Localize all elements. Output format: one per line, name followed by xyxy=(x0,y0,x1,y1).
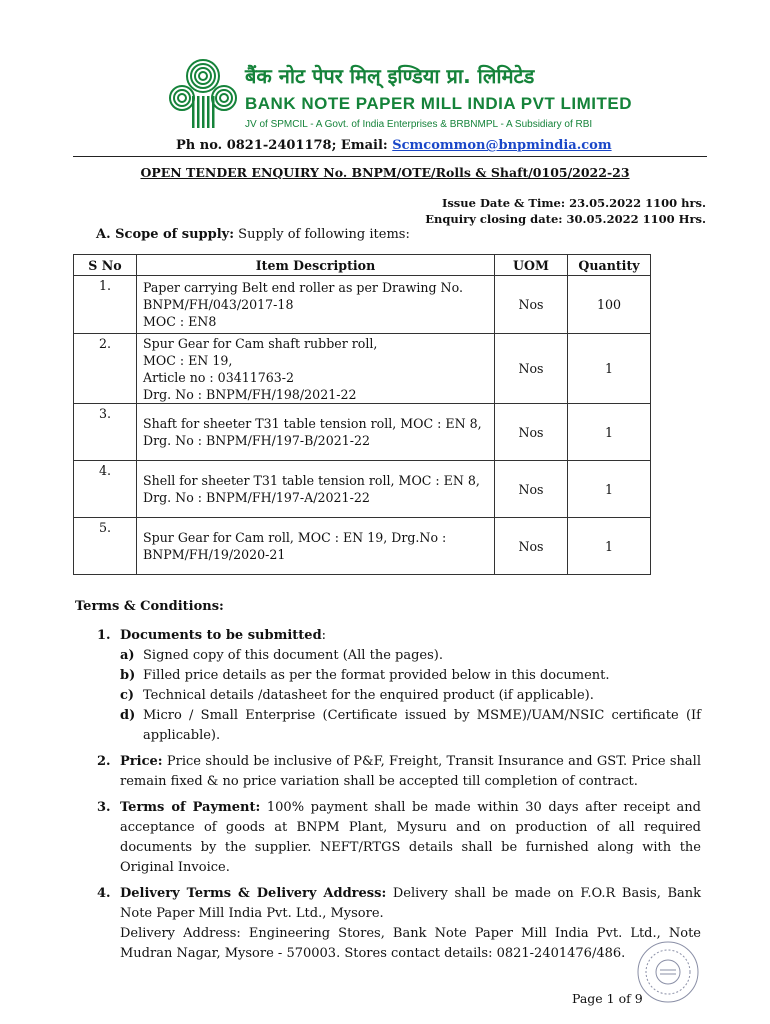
issue-dates xyxy=(425,195,706,227)
row-quantity: 1 xyxy=(568,404,651,461)
desc-line: Shaft for sheeter T31 table tension roll, MOC : EN 8, xyxy=(143,416,482,431)
row-description xyxy=(137,518,495,575)
table-row xyxy=(74,518,651,575)
term-text: Delivery shall be made on F.O.R Basis, Bank Note Paper Mill India Pvt. Ltd., Mysore. xyxy=(120,886,701,921)
table-row xyxy=(74,276,651,334)
row-quantity: 1 xyxy=(568,461,651,518)
table-row xyxy=(74,404,651,461)
scope-label: A. Scope of supply: xyxy=(96,227,235,242)
list-item xyxy=(120,666,701,686)
row-description xyxy=(137,404,495,461)
row-description xyxy=(137,461,495,518)
table-row xyxy=(74,461,651,518)
list-item xyxy=(120,646,701,666)
row-description xyxy=(137,334,495,404)
row-sno: 2. xyxy=(74,334,137,404)
page-number: Page 1 of 9 xyxy=(572,991,643,1006)
email-link[interactable]: Scmcommon@bnpmindia.com xyxy=(392,138,612,153)
row-uom: Nos xyxy=(495,334,568,404)
desc-line: Article no : 03411763-2 xyxy=(143,369,295,385)
list-item xyxy=(120,706,701,746)
term-text: 100% payment shall be made within 30 days after receipt and acceptance of goods at BNPM Plant, Mysuru and on production of all required documents by the supplier. NEFT/RTGS details shall be furnished along with the Original Invoice. xyxy=(120,800,701,875)
row-uom: Nos xyxy=(495,518,568,575)
bnpm-logo-icon xyxy=(168,58,238,130)
row-sno: 1. xyxy=(74,276,137,334)
col-header-sno: S No xyxy=(74,255,137,276)
desc-line: MOC : EN8 xyxy=(143,314,217,329)
desc-line: Drg. No : BNPM/FH/197-A/2021-22 xyxy=(143,490,370,505)
table-header-row xyxy=(74,255,651,276)
official-stamp-icon xyxy=(636,940,700,1004)
company-name-english: BANK NOTE PAPER MILL INDIA PVT LIMITED xyxy=(245,94,633,113)
item-letter: d) xyxy=(120,708,136,723)
row-sno: 4. xyxy=(74,461,137,518)
term-number: 1. xyxy=(97,628,111,643)
term-documents xyxy=(97,626,701,746)
desc-line: BNPM/FH/043/2017-18 xyxy=(143,297,294,312)
term-number: 4. xyxy=(97,886,111,901)
desc-line: Drg. No : BNPM/FH/198/2021-22 xyxy=(143,386,357,402)
col-header-uom: UOM xyxy=(495,255,568,276)
contact-line xyxy=(176,138,612,153)
row-uom: Nos xyxy=(495,404,568,461)
col-header-quantity: Quantity xyxy=(568,255,651,276)
closing-date: Enquiry closing date: 30.05.2022 1100 Hrs. xyxy=(425,212,706,226)
terms-heading: Terms & Conditions: xyxy=(75,599,224,614)
phone-label: Ph no. 0821-2401178; Email: xyxy=(176,138,393,153)
row-quantity: 1 xyxy=(568,334,651,404)
issue-date: Issue Date & Time: 23.05.2022 1100 hrs. xyxy=(441,196,706,210)
jv-subtitle: JV of SPMCIL - A Govt. of India Enterprises & BRBNMPL - A Subsidiary of RBI xyxy=(245,119,593,130)
row-quantity: 100 xyxy=(568,276,651,334)
row-uom: Nos xyxy=(495,461,568,518)
item-letter: b) xyxy=(120,668,136,683)
row-description xyxy=(137,276,495,334)
table-row xyxy=(74,334,651,404)
scope-of-supply xyxy=(96,227,410,242)
desc-line: Drg. No : BNPM/FH/197-B/2021-22 xyxy=(143,433,371,448)
company-name-hindi: बैंक नोट पेपर मिल् इण्डिया प्रा. लिमिटेड xyxy=(245,64,535,88)
term-text: Price should be inclusive of P&F, Freight, Transit Insurance and GST. Price shall remain fixed & no price variation shall be accepted till completion of contract. xyxy=(120,754,701,789)
tender-title: OPEN TENDER ENQUIRY No. BNPM/OTE/Rolls & Shaft/0105/2022-23 xyxy=(140,165,630,180)
term-delivery xyxy=(97,884,701,964)
col-header-description: Item Description xyxy=(137,255,495,276)
item-text: Filled price details as per the format provided below in this document. xyxy=(143,668,610,683)
term-payment xyxy=(97,798,701,878)
item-letter: c) xyxy=(120,688,135,703)
term-title: Documents to be submitted xyxy=(120,628,322,643)
term-price xyxy=(97,752,701,792)
item-text: Technical details /datasheet for the enquired product (if applicable). xyxy=(143,688,594,703)
items-table xyxy=(73,254,651,575)
term-number: 3. xyxy=(97,800,111,815)
row-sno: 5. xyxy=(74,518,137,575)
desc-line: Spur Gear for Cam roll, MOC : EN 19, Drg.No : xyxy=(143,530,447,545)
delivery-address: Delivery Address: Engineering Stores, Bank Note Paper Mill India Pvt. Ltd., Note Mudran Nagar, Mysore - 570003. Stores contact details: 0821-2401476/486. xyxy=(120,926,701,961)
scope-text: Supply of following items: xyxy=(234,227,410,242)
header-divider xyxy=(73,156,707,157)
desc-line: Shell for sheeter T31 table tension roll, MOC : EN 8, xyxy=(143,473,480,488)
row-sno: 3. xyxy=(74,404,137,461)
row-uom: Nos xyxy=(495,276,568,334)
term-title: Delivery Terms & Delivery Address: xyxy=(120,886,387,901)
desc-line: Spur Gear for Cam shaft rubber roll, xyxy=(143,335,378,351)
item-text: Signed copy of this document (All the pages). xyxy=(143,648,443,663)
term-title: Terms of Payment: xyxy=(120,800,261,815)
item-text: Micro / Small Enterprise (Certificate issued by MSME)/UAM/NSIC certificate (If applicable). xyxy=(143,708,701,743)
desc-line: BNPM/FH/19/2020-21 xyxy=(143,547,286,562)
desc-line: Paper carrying Belt end roller as per Drawing No. xyxy=(143,280,463,295)
term-number: 2. xyxy=(97,754,111,769)
terms-list xyxy=(97,626,701,970)
term-suffix: : xyxy=(321,628,327,643)
item-letter: a) xyxy=(120,648,135,663)
term-title: Price: xyxy=(120,754,163,769)
row-quantity: 1 xyxy=(568,518,651,575)
desc-line: MOC : EN 19, xyxy=(143,352,233,368)
list-item xyxy=(120,686,701,706)
